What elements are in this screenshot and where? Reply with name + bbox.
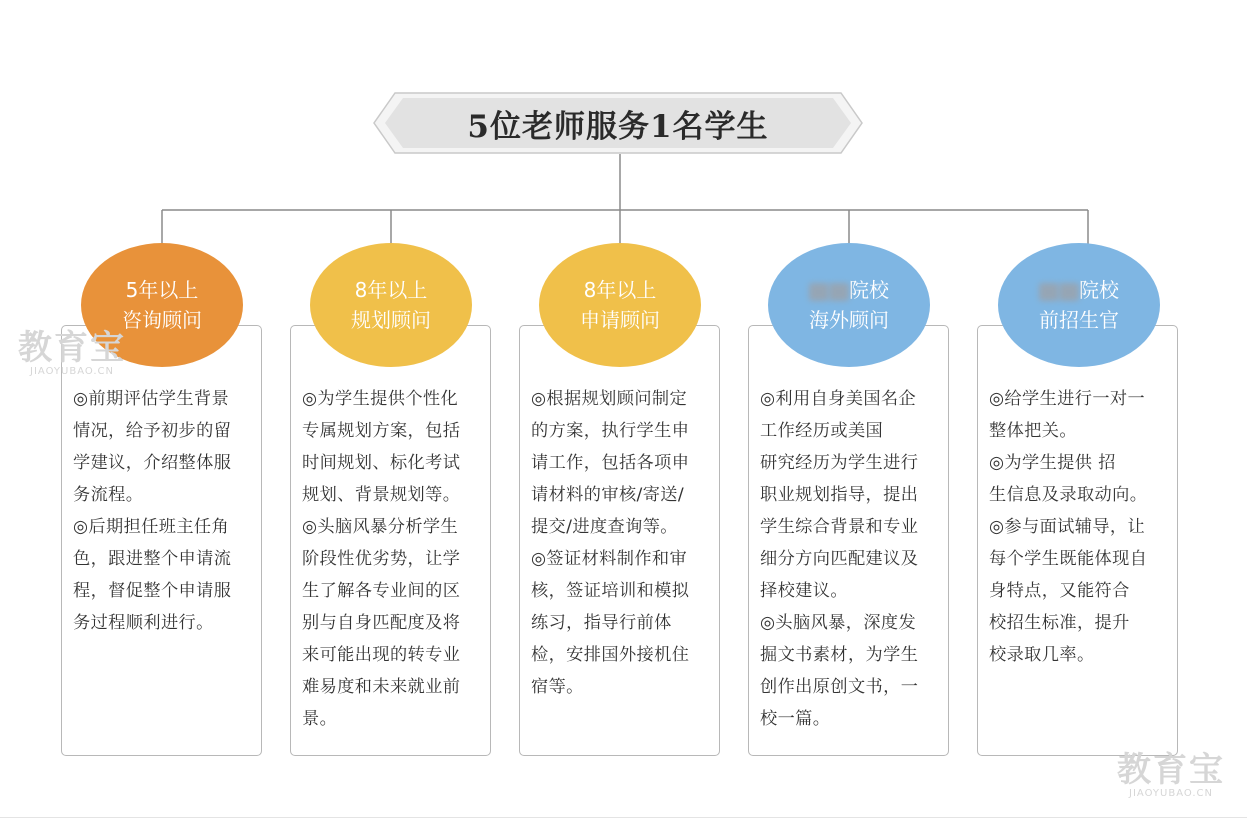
bubble-line-1: 院校 [809, 275, 889, 305]
bubble-line-2: 前招生官 [1039, 308, 1119, 332]
advisor-card-consulting [61, 325, 262, 756]
watermark-logo: 教育宝 JIAOYUBAO.CN [1117, 750, 1225, 799]
advisor-description: ◎根据规划顾问制定 的方案，执行学生申 请工作，包括各项申 请材料的审核/寄送/ 提交/进度查询等。 ◎签证材料制作和审 核，签证培训和模拟 练习，指导行前体 检，安排国外接机住 宿等。 [531, 389, 690, 697]
blurred-text [1059, 283, 1079, 301]
watermark-logo: 教育宝 JIAOYUBAO.CN [18, 328, 126, 377]
advisor-description: ◎为学生提供个性化 专属规划方案，包括 时间规划、标化考试 规划、背景规划等。 ◎头脑风暴分析学生 阶段性优劣势，让学 生了解各专业间的区 别与自身匹配度及将 来可能出现的转专业 难易度和未来就业前 景。 [302, 389, 461, 729]
advisor-bubble-admissions [998, 243, 1160, 367]
advisor-bubble-application [539, 243, 701, 367]
advisor-bubble-overseas [768, 243, 930, 367]
advisor-bubble-planning [310, 243, 472, 367]
bubble-line-2: 规划顾问 [351, 308, 431, 332]
bubble-line-2: 申请顾问 [580, 308, 660, 332]
advisor-card-application [519, 325, 720, 756]
title-banner [373, 92, 863, 154]
page-title: 5位老师服务1名学生 [467, 108, 769, 145]
advisor-description: ◎利用自身美国名企 工作经历或美国 研究经历为学生进行 职业规划指导，提出 学生综合背景和专业 细分方向匹配建议及 择校建议。 ◎头脑风暴，深度发 掘文书素材，为学生 创作出原创文书，一 校一篇。 [760, 389, 919, 729]
bubble-line-1: 8年以上 [354, 278, 428, 302]
advisor-description: ◎前期评估学生背景 情况，给予初步的留 学建议，介绍整体服 务流程。 ◎后期担任班主任角 色，跟进整个申请流 程，督促整个申请服 务过程顺利进行。 [73, 389, 232, 633]
bubble-line-2: 咨询顾问 [122, 308, 202, 332]
advisor-description: ◎给学生进行一对一 整体把关。 ◎为学生提供 招 生信息及录取动向。 ◎参与面试辅导，让 每个学生既能体现自 身特点，又能符合 校招生标准，提升 校录取几率。 [989, 389, 1148, 665]
blurred-text [809, 283, 829, 301]
bubble-line-1: 5年以上 [125, 278, 199, 302]
blurred-text [829, 283, 849, 301]
advisor-card-planning [290, 325, 491, 756]
bubble-line-2: 海外顾问 [809, 308, 889, 332]
bubble-line-1: 院校 [1039, 275, 1119, 305]
advisor-card-overseas [748, 325, 949, 756]
blurred-text [1039, 283, 1059, 301]
advisor-card-admissions [977, 325, 1178, 756]
bubble-line-1: 8年以上 [583, 278, 657, 302]
